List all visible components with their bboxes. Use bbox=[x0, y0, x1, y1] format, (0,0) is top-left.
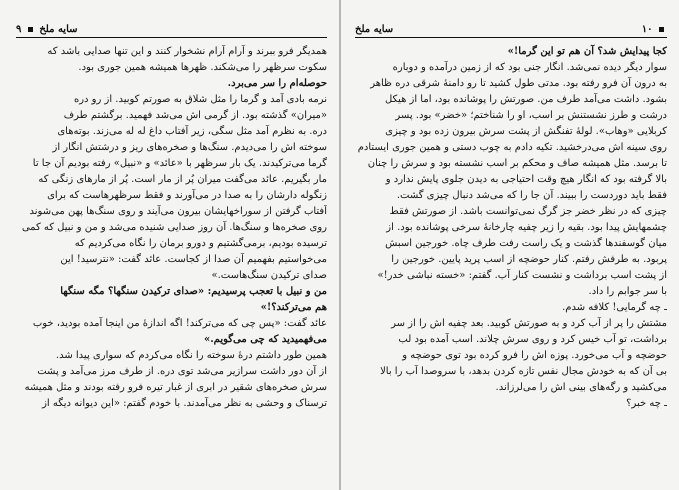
text-line: هم می‌ترکند؟!» bbox=[260, 302, 327, 313]
text-line: با سر جوابم را داد. bbox=[588, 286, 667, 297]
text-line: «میران» گذشته بود. از گرمی اش می‌شد فهمید. برگشتم طرف bbox=[63, 110, 327, 121]
text-line: دره. به نظرم آمد مثل سگی، زیر آفتاب داغ له له می‌زند. بوته‌های bbox=[57, 126, 327, 137]
text-line: ترسناک و وحشی به نظر می‌آمدند. با خودم گفتم: «این دیوانه دیگه از bbox=[42, 398, 327, 409]
right-header-number-group bbox=[642, 24, 667, 35]
header-square-icon bbox=[659, 27, 664, 32]
text-line: زنگوله دارشان را به صدا در می‌آورند و فقط سرظهرهاست که برای bbox=[47, 190, 327, 201]
right-book-title: سایه ملخ bbox=[355, 24, 394, 35]
text-line: میان گوسفندها گذشت و یک راست رفت طرف چاه. خورجین اسبش bbox=[385, 238, 667, 249]
right-page-header bbox=[355, 24, 667, 38]
right-page bbox=[341, 0, 679, 490]
text-line: مار بگیریم. عائد می‌گفت میران پُر از مار است. پُر از مارهای زنگی که bbox=[38, 174, 327, 185]
left-header-title-group bbox=[16, 24, 78, 35]
text-line: همدیگر فرو ببرند و آرام آرام نشخوار کنند و این تنها صدایی باشد که bbox=[47, 46, 327, 57]
text-line: مشتش را پر از آب کرد و به صورتش کوبید. بعد چفیه اش را از سر bbox=[391, 318, 667, 329]
text-line: حوضچه و آب می‌خورد. پوزه اش را فرو کرده بود توی حوضچه و bbox=[402, 350, 667, 361]
text-line: سوخته اش را می‌دیدم. سنگ‌ها و صخره‌های ریز و درشتش انگار از bbox=[52, 142, 327, 153]
text-line: کجا پیدایش شد؟ آن هم تو این گرما!» bbox=[507, 46, 667, 57]
text-line: صدای ترکیدن سنگ‌هاست.» bbox=[211, 270, 327, 281]
left-page bbox=[0, 0, 339, 490]
text-line: حوصله‌ام را سر می‌برد. bbox=[227, 78, 327, 89]
text-line: می‌کشید و رگه‌های بینی اش را می‌لرزاند. bbox=[495, 382, 667, 393]
text-line: از آن دور داشت سرازیر می‌شد توی دره. از طرف مرز می‌آمد و پشت bbox=[37, 366, 327, 377]
text-line: روی صخره‌ها و سنگ‌ها. آن روز صدایی شنیده می‌شد و من و نبیل که کمی bbox=[21, 222, 327, 233]
text-line: من و نبیل با تعجب پرسیدیم: «صدای ترکیدن سنگها؟ مگه سنگها bbox=[60, 286, 327, 297]
text-line: ترسیده بودیم، برمی‌گشتیم و دورو برمان را نگاه می‌کردیم که bbox=[74, 238, 327, 249]
left-page-header bbox=[16, 24, 327, 38]
text-line: همین طور داشتم درهٔ سوخته را نگاه می‌کردم که سواری پیدا شد. bbox=[55, 350, 327, 361]
text-line: درشت و طرز نشستنش بر اسب، او را شناختم؛ «خضر» بود. پسر bbox=[395, 110, 667, 121]
left-book-title: سایه ملخ bbox=[39, 24, 78, 35]
text-line: بالا گرفته بود که انگار هیچ وقت احتیاجی به دیدن جلوی پایش ندارد و bbox=[385, 174, 667, 185]
right-page-text bbox=[355, 44, 667, 412]
text-line: گرما می‌ترکیدند. یک بار سرظهر با «عائد» و «نبیل» رفته بودیم آن جا تا bbox=[32, 158, 327, 169]
text-line: برداشت، تو آب خیس کرد و روی سرش چلاند. اسب آمده بود لب bbox=[398, 334, 667, 345]
text-line: تا برسد. مثل همیشه صاف و محکم بر اسب نشسته بود و سرش را چنان bbox=[367, 158, 667, 169]
left-page-text bbox=[16, 44, 327, 412]
text-line: آفتاب گرفتن از سوراخهایشان بیرون می‌آیند و روی سنگ‌ها پهن می‌شوند bbox=[29, 206, 327, 217]
header-square-icon bbox=[28, 27, 33, 32]
text-line: می‌خواستیم بفهمیم آن صدا از کجاست. عائد گفت: «نترسید! این bbox=[60, 254, 327, 265]
text-line: پربود. به طرفش رفتم. کنار حوضچه از اسب پرید پایین. خورجین را bbox=[391, 254, 667, 265]
text-line: سوار دیگر دیده نمی‌شد. انگار جنی بود که از زمین درآمده و دوباره bbox=[392, 62, 667, 73]
text-line: فقط باید دوردست را ببیند. آن جا را که می‌شد دنبال چیزی گشت. bbox=[396, 190, 667, 201]
text-line: بی آن که به خودش مجال نفس تازه کردن بدهد، با سروصدا آب را بالا bbox=[380, 366, 667, 377]
text-line: به درون آن فرو رفته بود. مدتی طول کشید تا رو دامنهٔ شرقی دره ظاهر bbox=[370, 78, 667, 89]
left-page-number: ۹ bbox=[16, 24, 22, 35]
text-line: بشود. داشت می‌آمد طرف من. صورتش را پوشانده بود، اما از هیکل bbox=[384, 94, 667, 105]
text-line: چیزی که در نظر خضر جز گرگ نمی‌توانست باشد. از صورتش فقط bbox=[389, 206, 667, 217]
text-line: روی سینه اش می‌درخشید. تکیه دادم به چوب دستی و همین جوری ایستادم bbox=[357, 142, 667, 153]
text-line: از پشت اسب برداشت و نشست کنار آب. گفتم: «خسته نباشی خدر!» bbox=[377, 270, 667, 281]
right-page-number: ۱۰ bbox=[641, 24, 653, 35]
text-line: نرمه بادی آمد و گرما را مثل شلاق به صورتم کوبید. از رو دره bbox=[73, 94, 327, 105]
text-line: سکوت سرظهر را می‌شکند. ظهرها همیشه همین جوری بود. bbox=[78, 62, 327, 73]
text-line: عائد گفت: «پس چی که می‌ترکند! اگه اندازهٔ من اینجا آمده بودید، خوب bbox=[32, 318, 327, 329]
text-line: سرش صخره‌های شقیر در ابری از غبار تیره فرو رفته بودند و مثل همیشه bbox=[24, 382, 327, 393]
text-line: ـ چه گرمایی! کلافه شدم. bbox=[562, 302, 667, 313]
text-line: کربلایی «وهاب». لولهٔ تفنگش از پشت سرش بیرون زده بود و چیزی bbox=[385, 126, 667, 137]
text-line: ـ چه خبر؟ bbox=[626, 398, 667, 409]
text-line: چشمهایش پیدا بود. بقیه را زیر چفیه چارخانهٔ سرخی پوشانده بود. از bbox=[386, 222, 667, 233]
text-line: می‌فهمیدید که چی می‌گویم.» bbox=[203, 334, 327, 345]
